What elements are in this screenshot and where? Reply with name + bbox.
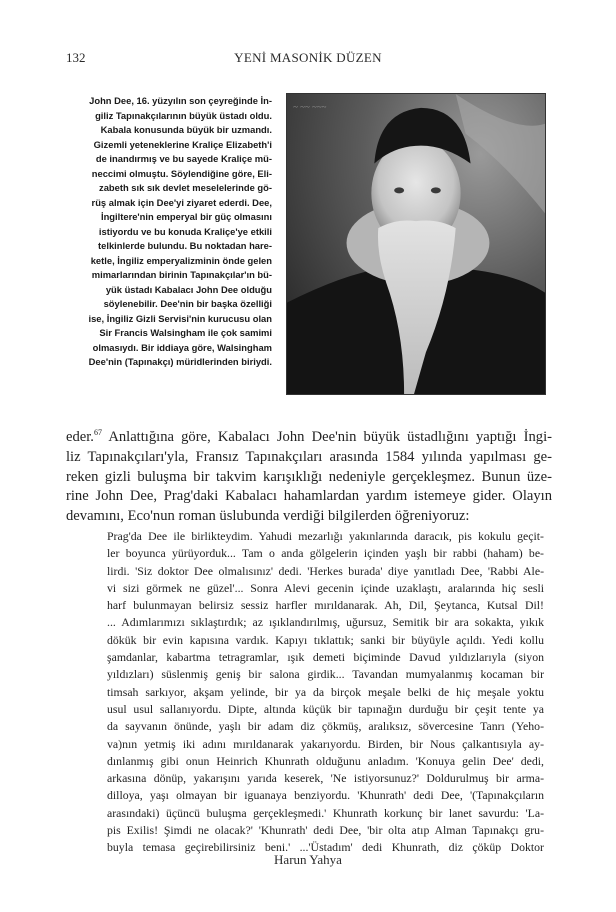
caption-line: neccimi olmuştu. Söylendiğine göre, Eli- xyxy=(91,167,272,179)
body-line: reken gizli buluşma bir takvim karışıklığı nedeniyle gerçekleşmez. Bunun üze- xyxy=(66,468,552,485)
quote-line: da sayvanın önünde, yaşlı bir adam diz çökmüş, aralıksız, sövercesine Tanrı (Yeho- xyxy=(107,719,544,734)
quote-line: dilloya, yaşı olmayan bir iguanaya benziyordu. 'Khunrath' dedi Dee, '(Tapınakçıların xyxy=(107,788,544,803)
page-number: 132 xyxy=(66,50,86,65)
quote-line: lirdi. 'Siz doktor Dee olmalısınız' dedi. 'Herkes burada' diye yanıtladı Dee, 'Rabbi Ale- xyxy=(107,563,544,578)
quote-line: ler boyunca yürüyorduk... Tam o anda gölgelerin içinden yaşlı bir rabbi (haham) be- xyxy=(107,546,544,561)
quote-line: timsah sarkıyor, akşam yelinde, bir ya da birçok meşale belki de hiç meşale yoktu xyxy=(107,684,544,699)
quote-line: yıldızları) süslenmiş geniş bir salona girdik... Tavandan mumyalanmış kocaman bir xyxy=(107,667,544,682)
figure-caption xyxy=(66,94,272,370)
caption-line: rüş almak için Dee'yi ziyaret ederdi. Dee, xyxy=(91,196,272,208)
footnote-ref[interactable]: 67 xyxy=(93,428,102,438)
quote-line: arasındaki) üçüncü buluşma gerçekleşmedi.' Khunrath korkunç bir lanet savurdu: 'La- xyxy=(107,805,544,820)
body-line: liz Tapınakçıları'yla, Fransız Tapınakçıları arasında 1584 yılında yapılması ge- xyxy=(66,448,552,465)
caption-line: de inandırmış ve bu sayede Kraliçe mü- xyxy=(95,153,272,164)
caption-line: giliz Tapınakçılarının büyük üstadı oldu. xyxy=(95,109,272,121)
caption-line: Gizemli yeteneklerine Kraliçe Elizabeth'i xyxy=(93,138,272,150)
caption-line: ise, İngiliz Gizli Servisi'nin kurucusu olan xyxy=(88,312,272,324)
quote-line: dınlanmış gibi onun Heinrich Khunrath olduğunu anladım. 'Konuya gelin Dee' dedi, xyxy=(107,753,544,768)
quote-line: pis Exilis! Şimdi ne olacak?' 'Khunrath' dedi Dee, 'bir olta atıp Alman Tapınakçı gru- xyxy=(107,823,544,838)
body-first-line-rest: Anlattığına göre, Kabalacı John Dee'nin büyük üstadlığını yaptığı İngi- xyxy=(101,429,552,445)
quote-line: dökük bir evin kapısına vardık. Kapıyı tıklattık; sanki bir büyüyle açıldı. Yedi kollu xyxy=(107,632,544,647)
quote-line: va)nın yetmiş iki adını mırıldanarak yakarıyordu. Birden, bir Nous çalkantısıyla ay- xyxy=(107,736,544,751)
body-line: rine John Dee, Prag'daki Kabalacı hahamlardan yardım istemeye gider. Olayın xyxy=(66,488,552,505)
body-line: devamını, Eco'nun roman üslubunda verdiği bilgilerden öğreniyoruz: xyxy=(66,508,470,525)
svg-text:~ ~~ ~~~: ~ ~~ ~~~ xyxy=(292,101,327,112)
footer-author: Harun Yahya xyxy=(274,852,342,867)
caption-line: John Dee, 16. yüzyılın son çeyreğinde İn- xyxy=(89,95,272,106)
caption-line: mimarlarından birinin Tapınakçılar'ın bü- xyxy=(91,269,272,280)
caption-line: Kabala konusunda büyük bir uzmandı. xyxy=(100,124,272,135)
quote-line: vi sizi görmek ne güzel'... Sonra Alevi gecenin içinde uzaklaştı, aralarında hiç sesli xyxy=(107,580,544,595)
caption-line: ketle, İngiliz emperyalizminin önde gelen xyxy=(90,254,272,266)
quote-line: buyla temasa geçirebilirsiniz beni.' ...'Üstadım' dedi Khunrath, diz çöküp Doktor xyxy=(107,840,544,855)
caption-line: yük üstadı Kabalacı John Dee olduğu xyxy=(105,283,272,295)
block-quote xyxy=(107,528,544,857)
running-title: YENİ MASONİK DÜZEN xyxy=(234,50,382,65)
caption-line: Sir Francis Walsingham ile çok samimi xyxy=(99,327,272,338)
caption-line: istiyordu ve bu konuda Kraliçe'ye etkili xyxy=(98,225,272,237)
caption-line: İngiltere'nin emperyal bir güç olmasını xyxy=(100,211,272,222)
quote-line: ... Adımlarımızı sıklaştırdık; az ışıklandırılmış, uğursuz, Semitik bir ara sokakta, yıkık xyxy=(107,615,544,630)
portrait-image xyxy=(286,93,546,395)
body-first-word: eder. xyxy=(66,429,94,445)
portrait-illustration xyxy=(287,94,545,394)
body-line xyxy=(66,428,552,448)
caption-line: zabeth sık sık devlet meselelerinde gö- xyxy=(99,182,272,193)
quote-line: Prag'da Dee ile birlikteydim. Yahudi mezarlığı yakınlarında daracık, pis kokulu geçit- xyxy=(107,529,544,543)
caption-line: olmasıydı. Bir iddiaya göre, Walsingham xyxy=(92,341,272,353)
quote-line: usul usul sallanıyordu. Dipte, altında küçük bir tapınağın durduğu bir çeşit tente ya xyxy=(107,701,544,716)
quote-line: harf bulunmayan belirsiz sessiz harfler mırıldanarak. Ah, Dil, Şeytanca, Kutsal Dil! xyxy=(107,598,544,613)
caption-line: söylenebilir. Dee'nin bir başka özelliği xyxy=(103,298,272,309)
quote-line: arkasına dönüp, yakarışını yarıda keserek, 'Ne istiyorsunuz?' Doldurulmuş bir arma- xyxy=(107,771,544,786)
quote-line: şamdanlar, kabartma tetragramlar, ışık demeti biçiminde Davud yıldızlarıyla (siyon xyxy=(107,650,544,665)
caption-line: telkinlerde bulundu. Bu noktadan hare- xyxy=(98,240,272,251)
caption-line: Dee'nin (Tapınakçı) müridlerinden biriydi. xyxy=(88,356,272,367)
body-paragraph xyxy=(66,428,552,527)
